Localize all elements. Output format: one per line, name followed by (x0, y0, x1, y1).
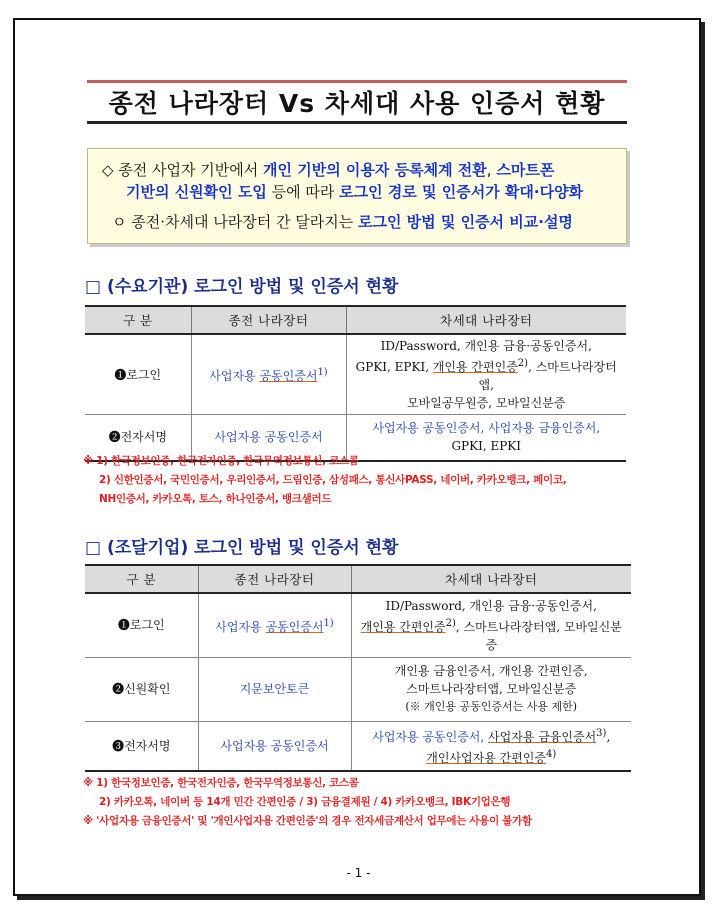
summary-highlight: 개인 기반의 이용자 등록체계 전환 (263, 161, 487, 179)
cell-line (356, 615, 628, 654)
row-label: ❶로그인 (85, 334, 191, 415)
column-header: 구 분 (85, 565, 198, 593)
cell-line: 스마트나라장터앱, 모바일신분증 (406, 682, 577, 696)
cell-line: ID/Password, 개인용 금융·공동인증서, (380, 339, 592, 353)
footnote-mark: 1) (317, 367, 328, 378)
cell-text: 공동인증서 (265, 619, 324, 634)
cell-text: , 스마트나라장터앱, (478, 360, 617, 392)
section1-table (85, 305, 626, 462)
summary-highlight: 스마트폰 (496, 161, 555, 179)
summary-text: ㅇ 종전·차세대 나라장터 간 달라지는 (112, 213, 358, 231)
old-system-cell (191, 334, 346, 415)
footnote: NH인증서, 카카오톡, 토스, 하나인증서, 뱅크샐러드 (99, 493, 332, 505)
footnote-mark: 2) (445, 617, 456, 629)
table-header-row (85, 565, 631, 593)
cell-line: 개인용 금융인증서, 개인용 간편인증, (394, 664, 588, 678)
summary-highlight: 로그인 방법 및 인증서 비교·설명 (357, 213, 573, 231)
new-system-cell (351, 593, 631, 657)
old-system-cell: 지문보안토큰 (198, 657, 351, 721)
summary-line-3 (102, 211, 612, 233)
new-system-cell (351, 721, 631, 771)
section2-table (85, 564, 631, 772)
summary-text: 등에 따라 (266, 183, 340, 201)
summary-line-2 (102, 181, 612, 203)
row-label: ❷전자서명 (85, 415, 191, 461)
cell-line: ID/Password, 개인용 금융·공동인증서, (385, 598, 597, 613)
footnote-mark: 4) (545, 748, 557, 760)
page-number: - 1 - (346, 866, 371, 880)
cell-text: 사업자용 공동인증서, (372, 729, 489, 744)
table-row (85, 334, 626, 415)
column-header: 구 분 (85, 306, 191, 334)
table-header-row (85, 306, 626, 334)
column-header: 차세대 나라장터 (351, 565, 631, 593)
cell-text: 사업자용 금융인증서 (488, 729, 597, 744)
footnote-mark: 2) (517, 358, 529, 369)
row-label: ❷신원확인 (85, 657, 198, 721)
section1-notes (83, 452, 566, 509)
footnote-mark: 3) (596, 727, 607, 739)
cell-text: 공동인증서 (259, 369, 318, 383)
footnote: ※ '사업자용 금융인증서' 및 '개인사업자용 간편인증'의 경우 전자세금계산서 업무에는 사용이 불가함 (83, 815, 532, 827)
footnote: ※ 1) 한국정보인증, 한국전자인증, 한국무역정보통신, 코스콤 (83, 455, 359, 467)
row-label: ❸전자서명 (85, 721, 198, 771)
cell-text: 사업자용 (215, 619, 266, 634)
summary-text: , (486, 161, 497, 179)
cell-line: 모바일공무원증, 모바일신분증 (407, 396, 566, 410)
row-label: ❶로그인 (85, 593, 198, 657)
summary-highlight: 기반의 신원확인 도입 (126, 183, 267, 201)
cell-line: 사업자용 공동인증서, 사업자용 금융인증서, (372, 421, 601, 436)
summary-box (87, 148, 627, 244)
cell-line (356, 746, 628, 767)
old-system-cell: 사업자용 공동인증서 (198, 721, 351, 771)
footnote: 2) 신한인증서, 국민인증서, 우리인증서, 드림인증, 삼성패스, 통신사PASS, 네이버, 카카오뱅크, 페이코, (99, 474, 567, 486)
column-header: 종전 나라장터 (191, 306, 346, 334)
cell-text: 사업자용 (209, 369, 260, 383)
cell-line (351, 355, 623, 394)
table-row (85, 721, 631, 771)
cell-text: 개인사업자용 간편인증 (426, 750, 546, 765)
table-row (85, 657, 631, 721)
old-system-cell (198, 593, 351, 657)
cell-text: 개인용 간편인증 (360, 619, 446, 634)
section2-notes (83, 774, 532, 831)
footnote-mark: 1) (323, 617, 334, 629)
new-system-cell (351, 657, 631, 721)
footnote: 2) 카카오톡, 네이버 등 14개 민간 간편인증 / 3) 금융결제원 / 4) 카카오뱅크, IBK기업은행 (99, 796, 511, 808)
section2-title: □ (조달기업) 로그인 방법 및 인증서 현황 (85, 538, 399, 558)
cell-text: GPKI, EPKI, (355, 360, 433, 374)
page-title: 종전 나라장터 Vs 차세대 사용 인증서 현황 (87, 80, 627, 124)
table-row (85, 593, 631, 657)
cell-text: , 스마트나라장터앱, 모바일신분증 (455, 619, 622, 652)
cell-line (356, 725, 628, 746)
section1-title: □ (수요기관) 로그인 방법 및 인증서 현황 (85, 277, 399, 297)
cell-text: , (606, 729, 611, 744)
footnote: ※ 1) 한국정보인증, 한국전자인증, 한국무역정보통신, 코스콤 (83, 777, 359, 789)
summary-line-1 (102, 159, 612, 181)
summary-text: ◇ 종전 사업자 기반에서 (102, 161, 264, 179)
summary-highlight: 로그인 경로 및 인증서가 확대·다양화 (339, 183, 584, 201)
cell-line: GPKI, EPKI (451, 439, 522, 454)
cell-line: (※ 개인용 공동인증서는 사용 제한) (405, 700, 578, 713)
new-system-cell (346, 334, 626, 415)
column-header: 차세대 나라장터 (346, 306, 626, 334)
column-header: 종전 나라장터 (198, 565, 351, 593)
old-system-cell: 사업자용 공동인증서 (191, 415, 346, 461)
cell-text: 개인용 간편인증 (432, 360, 518, 374)
